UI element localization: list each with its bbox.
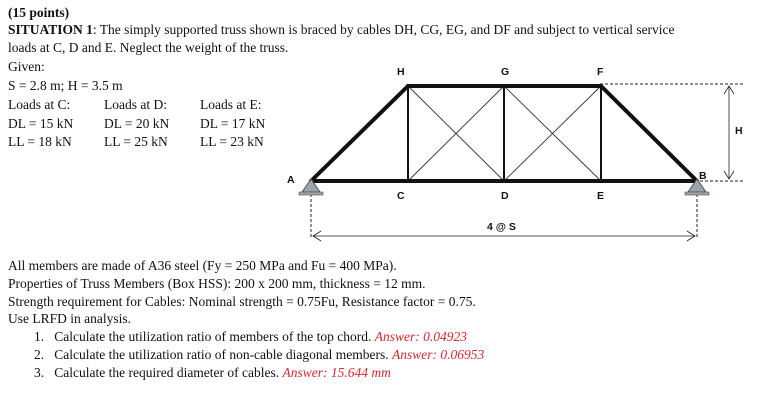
question-3-text: Calculate the required diameter of cables.: [54, 365, 280, 380]
given-dimensions: S = 2.8 m; H = 3.5 m: [8, 78, 123, 93]
question-1-number: 1.: [34, 329, 45, 344]
situation-line-2: loads at C, D and E. Neglect the weight of the truss.: [8, 40, 289, 55]
question-3-answer: Answer: 15.644 mm: [282, 365, 391, 380]
question-1-answer: Answer: 0.04923: [374, 329, 468, 344]
property-line-4: Use LRFD in analysis.: [8, 311, 131, 326]
loads-d-head: Loads at D:: [104, 97, 167, 112]
height-dimension: [724, 86, 734, 179]
property-line-2: Properties of Truss Members (Box HSS): 200 x 200 mm, thickness = 12 mm.: [8, 276, 426, 291]
question-3-number: 3.: [34, 365, 45, 380]
situation-text-1: : The simply supported truss shown is braced by cables DH, CG, EG, and DF and subject to vertical service: [92, 22, 675, 37]
member-ah: [311, 86, 408, 181]
property-line-1: All members are made of A36 steel (Fy = 250 MPa and Fu = 400 MPa).: [8, 258, 397, 273]
question-1-text: Calculate the utilization ratio of members of the top chord.: [54, 329, 372, 344]
question-2-text: Calculate the utilization ratio of non-cable diagonal members.: [54, 347, 389, 362]
dimension-lines: [311, 84, 745, 238]
question-3: [34, 365, 391, 381]
node-label-b: B: [699, 170, 707, 182]
question-2: [34, 347, 484, 363]
loads-d-ll: LL = 25 kN: [104, 134, 168, 149]
node-label-g: G: [501, 66, 510, 78]
loads-c-dl: DL = 15 kN: [8, 116, 74, 131]
question-2-number: 2.: [34, 347, 45, 362]
node-label-f: F: [597, 66, 604, 78]
member-fb: [601, 86, 697, 181]
question-1: [34, 329, 467, 345]
height-label: H: [735, 125, 743, 137]
question-2-answer: Answer: 0.06953: [392, 347, 485, 362]
loads-e-dl: DL = 17 kN: [200, 116, 266, 131]
node-label-a: A: [287, 174, 295, 186]
span-label: 4 @ S: [487, 221, 516, 233]
node-label-c: C: [397, 190, 405, 202]
given-title: Given:: [8, 59, 45, 74]
property-line-3: Strength requirement for Cables: Nominal strength = 0.75Fu, Resistance factor = 0.75.: [8, 294, 476, 309]
node-label-e: E: [597, 190, 605, 202]
node-label-d: D: [501, 190, 509, 202]
situation-label: SITUATION 1: [8, 22, 93, 37]
node-label-h: H: [397, 66, 405, 78]
loads-e-ll: LL = 23 kN: [200, 134, 264, 149]
verticals: [408, 86, 601, 181]
loads-c-head: Loads at C:: [8, 97, 71, 112]
loads-e-head: Loads at E:: [200, 97, 262, 112]
points-label: (15 points): [8, 5, 70, 20]
loads-d-dl: DL = 20 kN: [104, 116, 170, 131]
loads-c-ll: LL = 18 kN: [8, 134, 72, 149]
